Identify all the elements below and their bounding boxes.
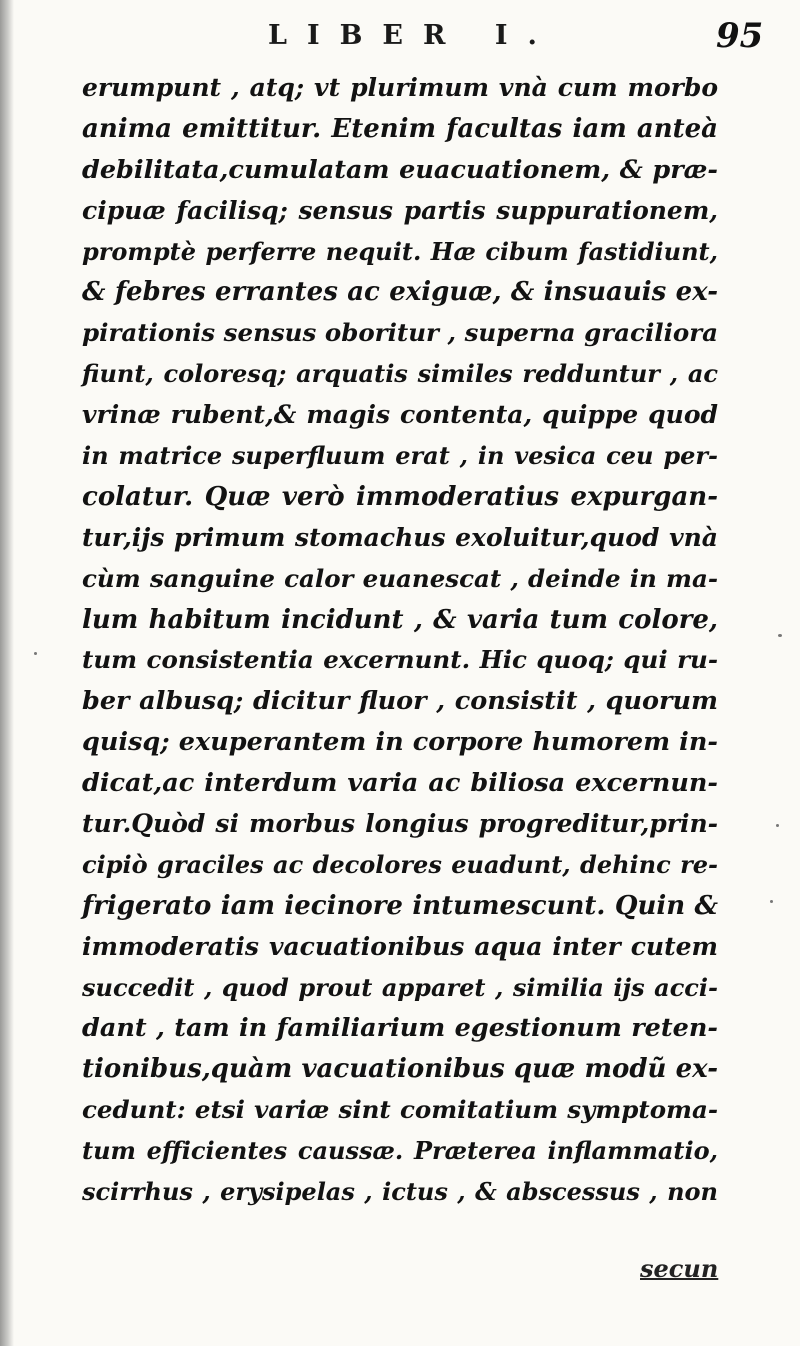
text-line: cedunt: etsi variæ sint comitatium symptoma- bbox=[82, 1095, 718, 1125]
catchword: secun bbox=[640, 1254, 719, 1283]
page-gutter-shadow bbox=[0, 0, 14, 1346]
text-line: scirrhus , erysipelas , ictus , & abscessus , non bbox=[82, 1177, 718, 1207]
running-head bbox=[0, 14, 800, 62]
text-line: ber albusq; dicitur fluor , consistit , quorum bbox=[82, 686, 718, 717]
text-line: frigerato iam iecinore intumescunt. Quin & bbox=[82, 890, 718, 921]
ink-speck bbox=[776, 824, 779, 827]
ink-speck bbox=[778, 634, 782, 637]
text-line: dant , tam in familiarium egestionum reten- bbox=[82, 1013, 718, 1044]
text-line: lum habitum incidunt , & varia tum colore, bbox=[82, 604, 718, 635]
text-line: tur.Quòd si morbus longius progreditur,prin- bbox=[82, 809, 718, 839]
running-head-title: LIBER I. bbox=[268, 20, 557, 51]
ink-speck bbox=[770, 900, 773, 903]
text-line: colatur. Quæ verò immoderatius expurgan- bbox=[82, 481, 718, 512]
text-line: tum efficientes caussæ. Præterea inflammatio, bbox=[82, 1136, 718, 1166]
text-line: anima emittitur. Etenim facultas iam anteà bbox=[82, 113, 718, 144]
text-line: debilitata,cumulatam euacuationem, & præ- bbox=[82, 154, 718, 185]
body-text-block bbox=[82, 68, 718, 1213]
text-line: tur,ijs primum stomachus exoluitur,quod vnà bbox=[82, 522, 718, 552]
text-line: immoderatis vacuationibus aqua inter cutem bbox=[82, 931, 718, 961]
text-line: cùm sanguine calor euanescat , deinde in ma- bbox=[82, 563, 718, 593]
text-line: pirationis sensus oboritur , superna graciliora bbox=[82, 318, 718, 348]
text-line: fiunt, coloresq; arquatis similes redduntur , ac bbox=[82, 359, 718, 389]
text-line: erumpunt , atq; vt plurimum vnà cum morbo bbox=[82, 73, 718, 102]
text-line: cipiò graciles ac decolores euadunt, dehinc re- bbox=[82, 849, 718, 879]
text-line: & febres errantes ac exiguæ, & insuauis ex- bbox=[82, 277, 718, 308]
text-line: tum consistentia excernunt. Hic quoq; qui ru- bbox=[82, 645, 718, 675]
text-line: quisq; exuperantem in corpore humorem in- bbox=[82, 727, 718, 758]
text-line: promptè perferre nequit. Hæ cibum fastidiunt, bbox=[82, 236, 718, 266]
text-line: succedit , quod prout apparet , similia ijs acci- bbox=[82, 972, 718, 1002]
text-line: vrinæ rubent,& magis contenta, quippe quod bbox=[82, 400, 718, 430]
text-line: in matrice superfluum erat , in vesica ceu per- bbox=[82, 441, 718, 471]
page-number: 95 bbox=[716, 16, 764, 56]
text-line: tionibus,quàm vacuationibus quæ modũ ex- bbox=[82, 1054, 718, 1085]
text-line: dicat,ac interdum varia ac biliosa excernun- bbox=[82, 768, 718, 799]
text-line: cipuæ facilisq; sensus partis suppurationem, bbox=[82, 195, 718, 225]
ink-speck bbox=[34, 652, 37, 655]
